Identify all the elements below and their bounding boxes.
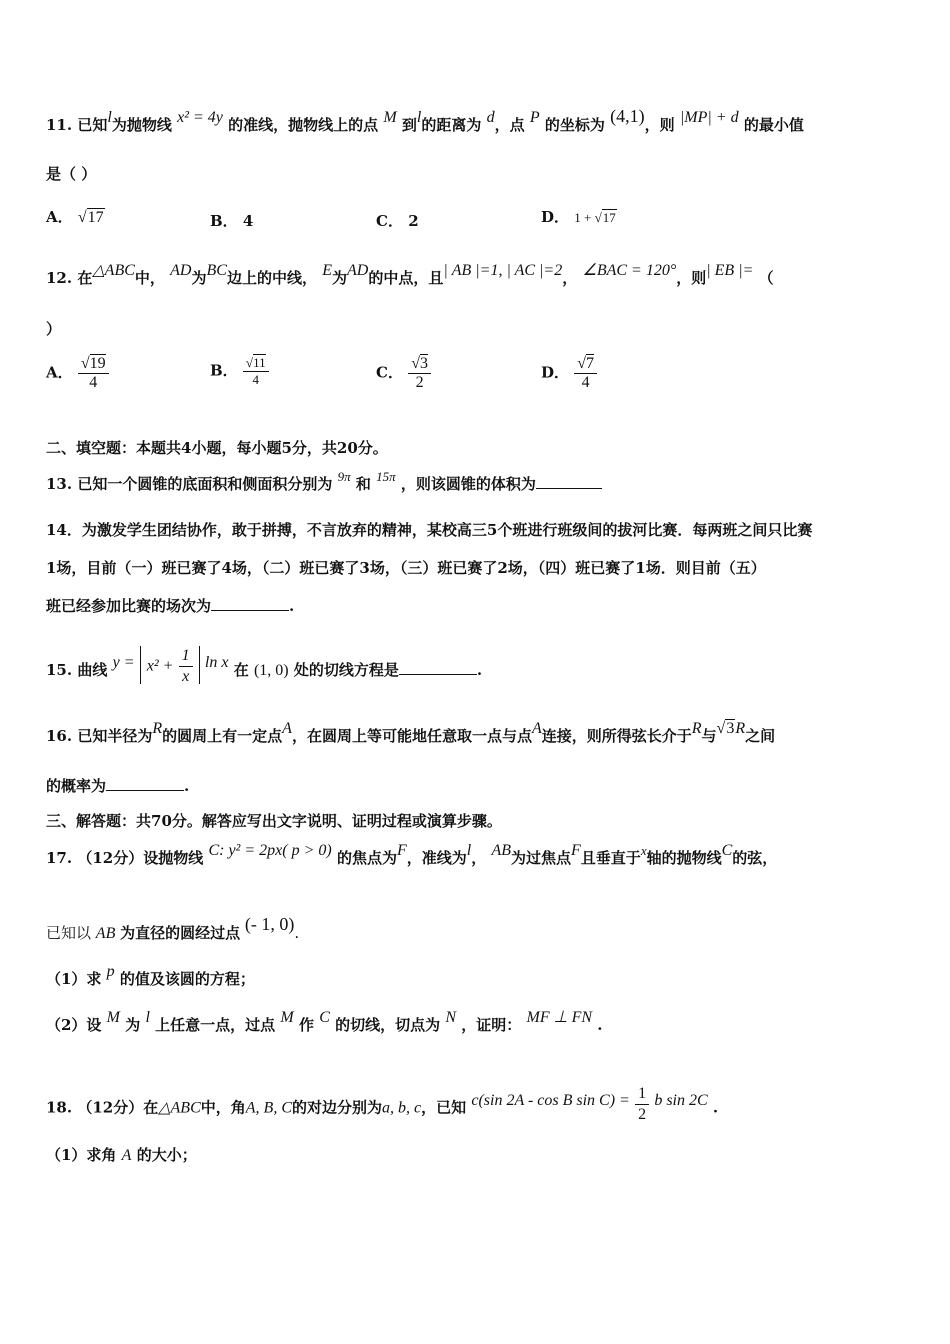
q18-sides: a, b, c [382, 1099, 422, 1117]
q17-part1 [46, 963, 255, 990]
numerator: 1 [635, 1084, 649, 1105]
q18-triangle: △ABC [158, 1099, 201, 1117]
q16-stem-line1 [46, 720, 776, 747]
q15-stem [46, 647, 483, 690]
q12-number: 12. [46, 269, 73, 287]
q16-text: 与 [701, 727, 717, 745]
q12-text: 为 [191, 269, 207, 287]
q17-var-p: p [106, 963, 115, 980]
q14-line3 [46, 596, 294, 616]
q17-var-M: M [280, 1009, 294, 1026]
q12-option-a [46, 355, 109, 392]
q12-text: 边上的中线， [226, 269, 317, 287]
q17-text: ，准线为 [406, 849, 467, 867]
radicand: 19 [89, 355, 106, 372]
option-prefix: 1 + [574, 210, 595, 225]
q12-option-b [210, 355, 269, 388]
q18-text: 中，角 [200, 1098, 246, 1117]
option-label: C． [376, 363, 403, 382]
answer-blank[interactable] [211, 596, 289, 611]
denominator: 4 [252, 372, 259, 387]
q16-text: 之间 [745, 727, 776, 745]
q17-text: 的弦， [732, 849, 778, 867]
answer-blank[interactable] [536, 474, 602, 489]
q15-point: (1, 0) [253, 662, 289, 679]
q12-var-E: E [322, 262, 332, 279]
q15-text: . [476, 661, 483, 679]
q17-var-AB: AB [491, 842, 511, 859]
sqrt-expr: √17 [594, 210, 616, 225]
q11-text: 为抛物线 [111, 116, 172, 134]
sqrt-expr: √3 [716, 720, 735, 737]
q11-var-l: l [107, 109, 112, 126]
q13-text: 和 [355, 475, 371, 493]
q17-var-M: M [106, 1009, 120, 1026]
denominator: 2 [415, 374, 424, 391]
radicand: 3 [726, 720, 735, 737]
numerator: √3 [408, 355, 431, 374]
q17-text: 的焦点为 [336, 849, 397, 867]
answer-blank[interactable] [399, 660, 477, 675]
fraction [243, 355, 269, 388]
q18-expr-lhs: c(sin 2A - cos B sin C) = [471, 1091, 630, 1109]
q15-ln: ln x [204, 654, 229, 671]
q17-text: （2）设 [46, 1016, 102, 1034]
denominator: 4 [581, 374, 590, 391]
q17-text: （1）求 [46, 970, 102, 988]
q17-stem-line2 [46, 914, 300, 944]
section-heading-fill: 二、填空题：本题共4小题，每小题5分，共20分。 [46, 439, 388, 457]
q17-var-F: F [571, 842, 581, 859]
q17-stem-line1 [46, 842, 778, 869]
q18-text: 的对边分别为 [291, 1098, 382, 1117]
option-value: 4 [242, 212, 254, 230]
section-heading-solve: 三、解答题：共70分。解答应写出文字说明、证明过程或演算步骤。 [46, 812, 502, 830]
q11-var-M: M [383, 109, 397, 126]
q14-text: . [289, 597, 295, 615]
q17-text: . [294, 924, 300, 942]
q12-text: ，则 [676, 269, 707, 287]
option-label: D． [541, 208, 570, 226]
q17-var-l: l [145, 1009, 150, 1026]
radicand: 3 [419, 355, 428, 372]
q17-text: ，证明： [461, 1016, 522, 1034]
q11-text: 的最小值 [743, 116, 804, 134]
q16-text: . [184, 777, 190, 795]
q17-point: (- 1, 0) [244, 914, 295, 934]
q12-triangle: △ABC [92, 262, 135, 279]
q15-paren-group [140, 646, 200, 684]
denominator: 4 [89, 374, 98, 391]
q17-var-AB: AB [95, 925, 116, 942]
q15-number: 15. [46, 661, 73, 679]
q13-stem [46, 469, 602, 495]
q14-line1: 14．为激发学生团结协作，敢于拼搏，不言放弃的精神，某校高三5个班进行班级间的拔河比赛．每两班之间只比赛 [46, 521, 813, 539]
q12-stem-line1 [46, 262, 774, 289]
q12-var-AD: AD [170, 262, 192, 279]
q15-x-squared: x² + [146, 657, 174, 675]
q17-var-x: x [640, 843, 647, 858]
q14-text: 班已经参加比赛的场次为 [46, 597, 212, 615]
fraction [635, 1084, 649, 1125]
fraction [179, 646, 193, 687]
q12-option-d [541, 355, 597, 392]
q18-text: ，已知 [421, 1098, 467, 1117]
q13-number: 13. [46, 475, 73, 493]
q16-text: 连接，则所得弦长介于 [541, 727, 692, 745]
q13-text: ，则该圆锥的体积为 [400, 475, 536, 493]
numerator: 1 [179, 646, 193, 667]
q16-var-A: A [282, 720, 292, 737]
q12-text: 中， [134, 269, 165, 287]
q16-text: 的概率为 [46, 777, 107, 795]
denominator: x [182, 668, 190, 685]
q16-var-R: R [735, 720, 746, 737]
numerator: √19 [78, 355, 109, 374]
q11-text: ，点 [494, 116, 525, 134]
q11-text: ，则 [644, 116, 675, 134]
q15-lhs: y = [112, 654, 135, 671]
q18-part1 [46, 1145, 197, 1166]
radicand: 17 [602, 210, 616, 225]
q18-number: 18. [46, 1098, 73, 1117]
q17-text: 上任意一点，过点 [155, 1016, 276, 1034]
q11-option-b [210, 210, 253, 231]
q11-var-d: d [486, 109, 495, 126]
q17-text: . [597, 1016, 603, 1034]
q16-text: 已知半径为 [77, 727, 153, 745]
q11-option-a [46, 206, 105, 227]
fraction [78, 355, 109, 392]
q17-text: 的值及该圆的方程； [119, 970, 255, 988]
fraction [574, 355, 597, 392]
q17-text: 轴的抛物线 [646, 849, 722, 867]
fraction [408, 355, 431, 392]
q16-var-R: R [152, 720, 163, 737]
numerator: √11 [243, 355, 269, 372]
q17-var-N: N [445, 1009, 457, 1026]
q11-var-P: P [529, 109, 540, 126]
q18-text: 的大小； [136, 1146, 197, 1164]
q16-stem-line2 [46, 776, 189, 796]
q11-parabola: x² = 4y [177, 109, 223, 126]
q13-lateral-area: 15π [376, 469, 396, 484]
q17-text: （12分）设抛物线 [77, 849, 204, 867]
q11-text: 的距离为 [421, 116, 482, 134]
q18-angles: A, B, C [245, 1099, 292, 1117]
q11-stem-line2: 是（ ） [46, 165, 97, 183]
q11-expr: |MP| + d [679, 109, 739, 126]
numerator: √7 [574, 355, 597, 374]
q12-option-c [376, 355, 431, 392]
option-label: D． [541, 363, 570, 382]
q17-text: 为过焦点 [511, 849, 572, 867]
option-label: B． [210, 361, 238, 380]
q12-text: 为 [331, 269, 347, 287]
q11-coord: (4,1) [610, 106, 645, 126]
q11-text: 的坐标为 [544, 116, 605, 134]
q14-line2: 1场，目前（一）班已赛了4场，（二）班已赛了3场，（三）班已赛了2场，（四）班已赛了1场．则目前（五） [46, 559, 766, 577]
q12-text: 在 [77, 269, 93, 287]
q17-text: 已知以 [46, 924, 92, 942]
q12-stem-line2: ） [46, 320, 62, 338]
q17-part2 [46, 1009, 603, 1036]
q11-text: 到 [401, 116, 417, 134]
q17-text: 且垂直于 [580, 849, 641, 867]
q17-text: 为 [125, 1016, 141, 1034]
q11-stem-line1 [46, 106, 804, 136]
q17-var-C: C [319, 1009, 330, 1026]
q12-var-AD: AD [346, 262, 369, 279]
q11-text: 的准线，抛物线上的点 [228, 116, 379, 134]
option-label: A． [46, 363, 73, 382]
q11-option-c [376, 210, 419, 231]
q17-var-F: F [396, 842, 407, 859]
q16-var-A: A [531, 720, 542, 737]
q12-lengths: | AB |=1, | AC |=2 [443, 262, 563, 279]
q18-expr-rhs: b sin 2C [654, 1091, 708, 1109]
q12-text: ， [562, 269, 578, 287]
q18-stem [46, 1085, 719, 1129]
q18-text: （1）求角 [46, 1146, 117, 1164]
q17-text: 为直径的圆经过点 [120, 924, 241, 942]
q15-text: 处的切线方程是 [293, 661, 399, 679]
sqrt-expr: √17 [77, 209, 104, 226]
denominator: 2 [638, 1106, 647, 1123]
q17-var-C: C [721, 842, 733, 859]
q12-expr-EB: | EB |= [706, 262, 754, 279]
q13-text: 已知一个圆锥的底面积和侧面积分别为 [77, 475, 333, 493]
q18-var-A: A [121, 1147, 132, 1164]
q17-parabola: C: y² = 2px( p > 0) [208, 842, 332, 859]
q18-text: . [712, 1098, 719, 1117]
q13-base-area: 9π [337, 469, 351, 484]
q17-text: 作 [298, 1016, 314, 1034]
radicand: 17 [87, 209, 104, 226]
option-label: B． [210, 212, 238, 230]
q17-text: 的切线，切点为 [335, 1016, 441, 1034]
q12-angle: ∠BAC = 120° [582, 262, 677, 279]
option-label: C． [376, 212, 403, 230]
q12-var-BC: BC [206, 262, 227, 279]
q16-text: ，在圆周上等可能地任意取一点与点 [291, 727, 532, 745]
option-label: A． [46, 208, 73, 226]
q17-var-l: l [466, 842, 472, 859]
q11-option-d [541, 206, 617, 227]
q11-text: 已知 [77, 116, 108, 134]
q11-var-l: l [416, 109, 422, 126]
q17-perp-expr: MF ⊥ FN [526, 1009, 593, 1026]
q17-number: 17. [46, 849, 73, 867]
answer-blank[interactable] [106, 776, 184, 791]
q15-text: 在 [233, 661, 249, 679]
radicand: 7 [586, 355, 595, 372]
q16-number: 16. [46, 727, 73, 745]
radicand: 11 [253, 355, 266, 370]
q11-number: 11. [46, 116, 73, 134]
q18-text: （12分）在 [77, 1098, 159, 1117]
q16-text: 的圆周上有一定点 [162, 727, 283, 745]
q15-text: 曲线 [77, 661, 108, 679]
q16-var-R: R [691, 720, 702, 737]
q12-text: 的中点，且 [368, 269, 444, 287]
option-value: 2 [408, 212, 419, 230]
q17-text: ， [471, 849, 487, 867]
q12-text: （ [758, 269, 774, 287]
